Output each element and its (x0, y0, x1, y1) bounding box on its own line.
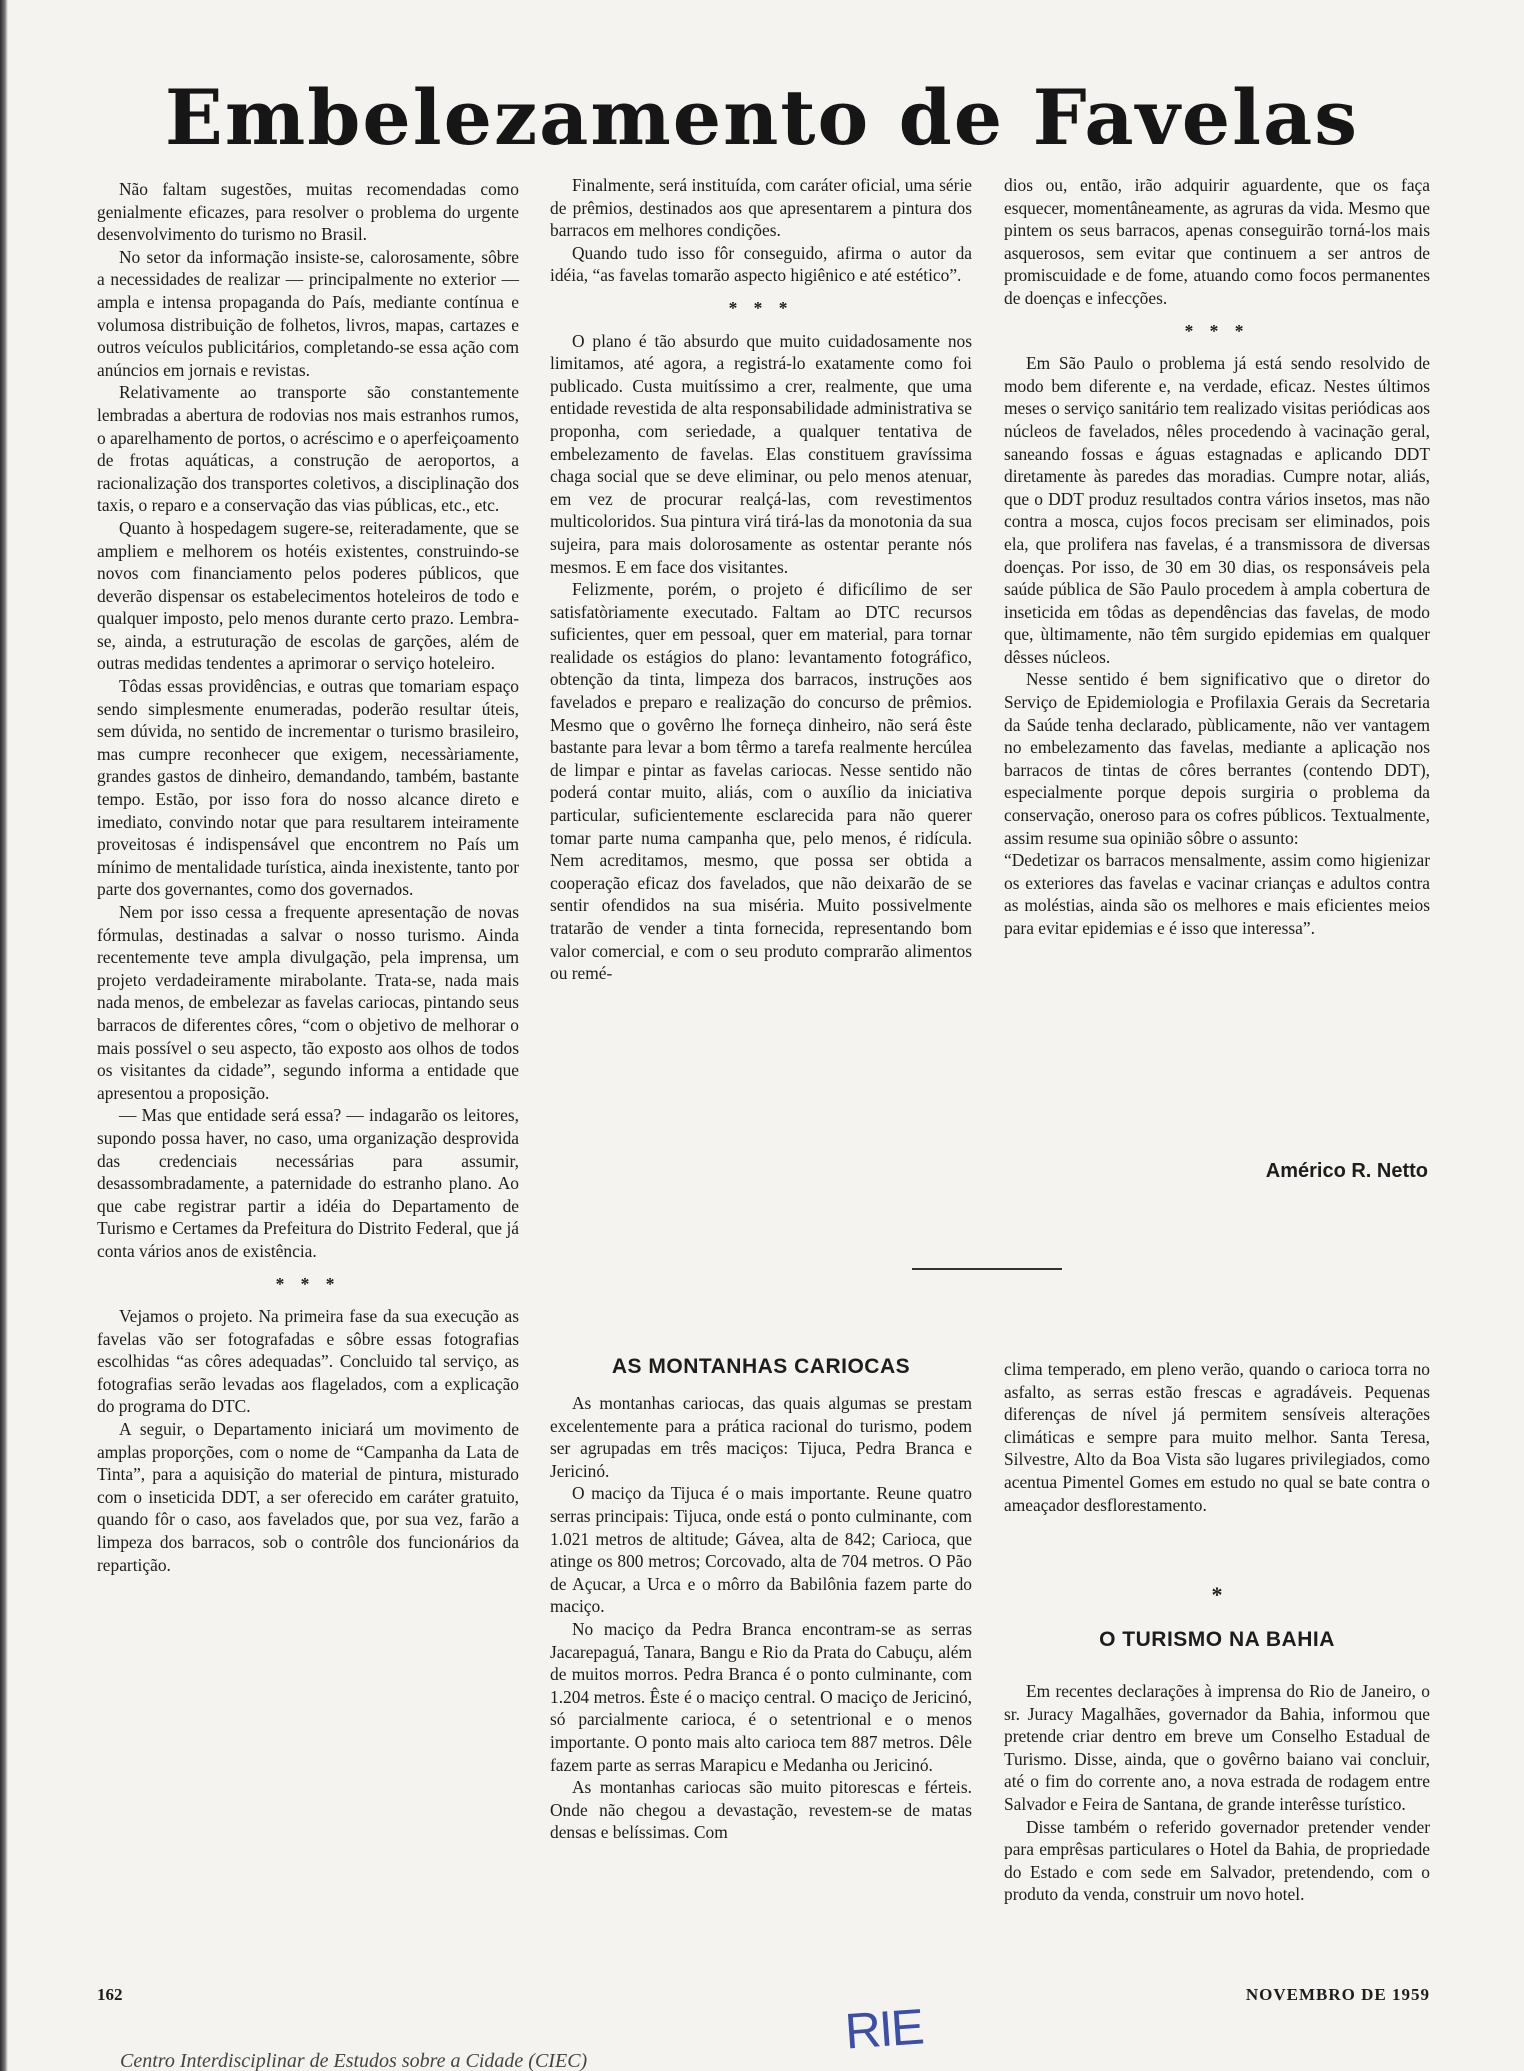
column-montanhas-continued (1004, 1358, 1430, 1516)
paragraph: Finalmente, será instituída, com caráter oficial, uma série de prêmios, destinados aos que apresentarem a pintura dos barracos em melhores condições. (550, 175, 972, 241)
paragraph: Nem por isso cessa a frequente apresentação de novas fórmulas, destinadas a salvar o nosso turismo. Ainda recentemente teve ampla divulgação, pela imprensa, um projeto verdadeiramente mirabolante. Trata-se, nada mais nada menos, de embelezar as favelas cariocas, pintando seus barracos de diferentes côres, “com o objetivo de melhorar o mais possível o seu aspecto, tão exposto aos olhos de todos os visitantes da cidade”, segundo informa a entidade que apresentou a proposição. (97, 902, 519, 1103)
paragraph: O maciço da Tijuca é o mais importante. Reune quatro serras principais: Tijuca, onde está o ponto culminante, com 1.021 metros de altitude; Gávea, alta de 842; Carioca, que atinge os 800 metros; Corcovado, alta de 704 metros. O Pão de Açucar, a Urca e o môrro da Babilônia fazem parte do maciço. (550, 1483, 972, 1617)
column-3 (1004, 174, 1430, 940)
section-separator-star: * (1211, 1582, 1223, 1607)
column-bahia (1004, 1680, 1430, 1906)
paragraph: Felizmente, porém, o projeto é dificílimo de ser satisfatòriamente executado. Faltam ao DTC recursos suficientes, quer em pessoal, quer em material, para tornar realidade os estágios do plano: levantamento fotográfico, obtenção da tinta, limpeza dos barracos, instruções aos favelados e preparo e realização do concurso de prêmios. Mesmo que o govêrno lhe forneça dinheiro, não será êste bastante para levar a bom têrmo a tarefa realmente hercúlea de limpar e pintar as favelas cariocas. Nesse sentido não poderá contar muito, aliás, com o auxílio da iniciativa particular, suficientemente esclarecida para não querer tomar parte numa campanha que, pelo menos, é ridícula. Nem acreditamos, mesmo, que possa ser obtida a cooperação eficaz dos favelados, que não deixarão de se sentir ofendidos na sua miséria. Muito possivelmente tratarão de vender a tinta fornecida, representando bom valor comercial, e com o seu produto comprarão alimentos ou remé- (550, 579, 972, 984)
section-separator: * * * (1184, 320, 1250, 341)
paragraph: As montanhas cariocas, das quais algumas se prestam excelentemente para a prática racional do turismo, podem ser agrupadas em três maciços: Tijuca, Pedra Branca e Jericinó. (550, 1393, 972, 1481)
paragraph: No maciço da Pedra Branca encontram-se as serras Jacarepaguá, Tanara, Bangu e Rio da Prata do Cabuçu, além de muitos morros. Pedra Branca é o ponto culminante, com 1.204 metros. Êste é o maciço central. O maciço de Jericinó, só parcialmente carioca, é o setentrional e o menos importante. O ponto mais alto carioca tem 887 metros. Dêle fazem parte as serras Marapicu e Medanha ou Jericinó. (550, 1618, 972, 1775)
paragraph: Disse também o referido governador pretender vender para emprêsas particulares o Hotel da Bahia, de propriedade do Estado e com sede em Salvador, pretendendo, com o produto da venda, construir um novo hotel. (1004, 1816, 1430, 1905)
section-heading-montanhas: AS MONTANHAS CARIOCAS (611, 1355, 911, 1378)
column-2 (550, 174, 972, 985)
section-divider (912, 1268, 1062, 1270)
paragraph: A seguir, o Departamento iniciará um movimento de amplas proporções, com o nome de “Campanha da Lata de Tinta”, para a aquisição do material de pintura, misturado com o inseticida DDT, a ser oferecido em caráter gratuito, quando fôr o caso, aos favelados que, por sua vez, farão a limpeza dos barracos, sob o contrôle dos funcionários da repartição. (97, 1419, 519, 1575)
paragraph: Tôdas essas providências, e outras que tomariam espaço sendo simplesmente enumeradas, poderão resultar úteis, sem dúvida, no sentido de incrementar o turismo brasileiro, mas cumpre reconhecer que exigem, necessàriamente, grandes gastos de dinheiro, demandando, também, bastante tempo. Estão, por isso fora do nosso alcance direto e imediato, convindo notar que para resultarem inteiramente proveitosas é indispensável que encontrem no País um mínimo de mentalidade turística, ainda inexistente, tanto por parte dos governantes, como dos governados. (97, 676, 519, 900)
paragraph: Em recentes declarações à imprensa do Rio de Janeiro, o sr. Juracy Magalhães, governador da Bahia, informou que pretende criar dentro em breve um Conselho Estadual de Turismo. Disse, ainda, que o govêrno baiano vai concluir, até o fim do corrente ano, a nova estrada de rodagem entre Salvador e Feira de Santana, de grande interêsse turístico. (1004, 1681, 1430, 1814)
section-separator: * * * (275, 1273, 341, 1294)
column-montanhas (550, 1392, 972, 1844)
author-signature: Américo R. Netto (1265, 1160, 1428, 1182)
paragraph: Quando tudo isso fôr conseguido, afirma o autor da idéia, “as favelas tomarão aspecto higiênico e até estético”. (550, 242, 972, 286)
paragraph: O plano é tão absurdo que muito cuidadosamente nos limitamos, até agora, a registrá-lo exatamente como foi publicado. Custa muitíssimo a crer, realmente, que uma entidade revestida de alta responsabilidade administrativa se proponha, com seriedade, a qualquer tentativa de embelezamento de favelas. Elas constituem gravíssima chaga social que se deve eliminar, ou pelo menos atenuar, em vez de procurar realçá-las, com revestimentos multicoloridos. Sua pintura virá tirá-las da monotonia da sua sujeira, para mais dolorosamente as ostentar perante nós mesmos. E em face dos visitantes. (550, 330, 972, 577)
section-separator: * * * (728, 297, 794, 318)
paragraph: clima temperado, em pleno verão, quando o carioca torra no asfalto, as serras estão frescas e agradáveis. Pequenas diferenças de nível já permitem sensíveis alterações climáticas e sempre para muito melhor. Santa Teresa, Silvestre, Alto da Boa Vista são lugares privilegiados, como acentua Pimentel Gomes em estudo no qual se bate contra o ameaçador desflorestamento. (1004, 1359, 1430, 1515)
paragraph: Quanto à hospedagem sugere-se, reiteradamente, que se ampliem e melhorem os hotéis existentes, construindo-se novos com financiamento pelos poderes públicos, que deverão dispensar os estabelecimentos hoteleiros de todo e qualquer imposto, pelo menos durante certo prazo. Lembra-se, ainda, a estruturação de escolas de garções, além de outras medidas tendentes a aprimorar o serviço hoteleiro. (97, 517, 519, 674)
paragraph: Relativamente ao transporte são constantemente lembradas a abertura de rodovias nos mais estranhos rumos, o aparelhamento de portos, o acréscimo e o aperfeiçoamento de frotas aquáticas, a construção de aeroportos, a racionalização dos transportes coletivos, a disciplinação dos taxis, o reparo e a conservação das vias públicas, etc., etc. (97, 382, 519, 516)
issue-date: NOVEMBRO DE 1959 (1245, 1985, 1430, 2004)
paragraph: Nesse sentido é bem significativo que o diretor do Serviço de Epidemiologia e Profilaxia Gerais da Secretaria da Saúde tenha declarado, pùblicamente, não ver vantagem no embelezamento das favelas, mediante a aplicação nos barracos de tintas de côres berrantes (contendo DDT), especialmente porque depois surgiria o problema da conservação, oneroso para os cofres públicos. Textualmente, assim resume sua opinião sôbre o assunto: (1004, 669, 1430, 848)
paragraph: No setor da informação insiste-se, calorosamente, sôbre a necessidades de realizar — principalmente no exterior — ampla e intensa propaganda do País, mediante contínua e volumosa distribuição de folhetos, livros, mapas, cartazes e outros veículos publicitários, completando-se essa ação com anúncios em jornais e revistas. (97, 246, 519, 380)
page-edge-shadow (0, 0, 8, 2071)
paragraph: Em São Paulo o problema já está sendo resolvido de modo bem diferente e, na verdade, eficaz. Nestes últimos meses o serviço sanitário tem realizado visitas periódicas aos núcleos de favelados, nêles procedendo à vacinação geral, saneando fossas e águas estagnadas e aplicando DDT diretamente às paredes das moradias. Cumpre notar, aliás, que o DDT produz resultados contra vários insetos, mas não contra a mosca, cujos focos precisam ser eliminados, pois ela, que prolifera nas favelas, é a transmissora de diversas doenças. Por isso, de 30 em 30 dias, os responsáveis pela saúde pública de São Paulo procedem à ampla cobertura de inseticida em tôdas as dependências das favelas, de modo que, ùltimamente, não têm surgido epidemias em qualquer dêsses núcleos. (1004, 353, 1430, 667)
column-1 (97, 178, 519, 1576)
page-number: 162 (97, 1985, 123, 2004)
handwritten-stamp: RIE (843, 1998, 925, 2060)
paragraph: Vejamos o projeto. Na primeira fase da sua execução as favelas vão ser fotografadas e sôbre essas fotografias escolhidas “as côres adequadas”. Concluido tal serviço, as fotografias serão levadas aos flagelados, com a explicação do programa do DTC. (97, 1306, 519, 1417)
section-heading-bahia: O TURISMO NA BAHIA (1099, 1628, 1335, 1651)
paragraph: Não faltam sugestões, muitas recomendadas como genialmente eficazes, para resolver o problema do urgente desenvolvimento do turismo no Brasil. (97, 179, 519, 245)
article-title: Embelezamento de Favelas (164, 72, 1360, 162)
paragraph: As montanhas cariocas são muito pitorescas e férteis. Onde não chegou a devastação, revestem-se de matas densas e belíssimas. Com (550, 1777, 972, 1843)
archive-footer-text: Centro Interdisciplinar de Estudos sobre a Cidade (CIEC) (120, 2050, 588, 2071)
paragraph: dios ou, então, irão adquirir aguardente, que os faça esquecer, momentâneamente, as agruras da vida. Mesmo que pintem os seus barracos, apenas conseguirão torná-los mais asquerosos, sem evitar que continuem a ser antros de promiscuidade e de fome, atuando como focos permanentes de doenças e infecções. (1004, 175, 1430, 308)
paragraph: — Mas que entidade será essa? — indagarão os leitores, supondo possa haver, no caso, uma organização desprovida das credenciais necessárias para assumir, desassombradamente, a paternidade do estranho plano. Ao que cabe registrar partir a idéia do Departamento de Turismo e Certames da Prefeitura do Distrito Federal, que já conta vários anos de existência. (97, 1105, 519, 1261)
quotation: “Dedetizar os barracos mensalmente, assim como higienizar os exteriores das favelas e vacinar crianças e adultos contra as moléstias, ainda são os melhores e mais eficientes meios para evitar epidemias e é isso que interessa”. (1004, 850, 1430, 938)
